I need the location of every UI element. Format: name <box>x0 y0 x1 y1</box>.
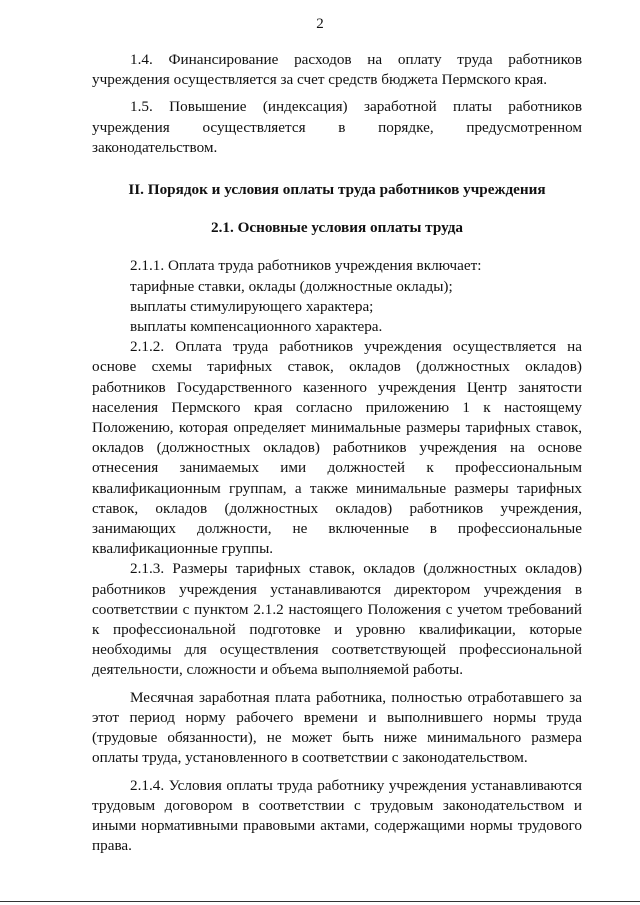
paragraph-1-5: 1.5. Повышение (индексация) заработной платы работников учреждения осуществляется в порядке, предусмотренном законодательством. <box>92 98 582 156</box>
paragraph-monthly-wage: Месячная заработная плата работника, полностью отработавшего за этот период норму рабочего времени и выполнившего нормы труда (трудовые обязанности), не может быть ниже минимального размера оплаты труда, установленного в соответствии с законодательством. <box>92 688 582 767</box>
page-number: 2 <box>316 16 324 32</box>
subsection-heading-2-1: 2.1. Основные условия оплаты труда <box>210 219 463 237</box>
paragraph-2-1-2: 2.1.2. Оплата труда работников учреждения осуществляется на основе схемы тарифных ставок, окладов (должностных окладов) работников Государственного казенного учреждения Центр занятости населения Пермского края согласно приложению 1 к настоящему Положению, которая определяет минимальные размеры тарифных ставок, окладов (должностных окладов) работников учреждения на основе отнесения занимаемых ими должностей к профессиональным квалификационным группам, а также минимальные размеры тарифных ставок, окладов (должностных окладов) работников учреждения, занимающих должности, не включенные в профессиональные квалификационные группы. <box>92 338 582 558</box>
section-heading-2: II. Порядок и условия оплаты труда работников учреждения <box>128 181 546 199</box>
page-bottom-rule <box>0 901 640 902</box>
paragraph-2-1-4: 2.1.4. Условия оплаты труда работнику учреждения устанавливаются трудовым договором в соответствии с трудовым законодательством и иными нормативными правовыми актами, содержащими нормы трудового права. <box>92 776 582 855</box>
paragraph-1-4: 1.4. Финансирование расходов на оплату труда работников учреждения осуществляется за счет средств бюджета Пермского края. <box>92 51 582 89</box>
paragraph-2-1-1: 2.1.1. Оплата труда работников учреждения включает: <box>130 257 482 275</box>
list-item: выплаты стимулирующего характера; <box>130 297 374 315</box>
paragraph-2-1-3: 2.1.3. Размеры тарифных ставок, окладов (должностных окладов) работников учреждения устанавливаются директором учреждения в соответствии с пунктом 2.1.2 настоящего Положения с учетом требований к профессиональной подготовке и уровню квалификации, которые необходимы для осуществления соответствующей профессиональной деятельности, сложности и объема выполняемой работы. <box>92 560 582 679</box>
list-item: тарифные ставки, оклады (должностные оклады); <box>130 277 453 295</box>
document-body <box>92 50 582 856</box>
list-item: выплаты компенсационного характера. <box>130 318 383 336</box>
